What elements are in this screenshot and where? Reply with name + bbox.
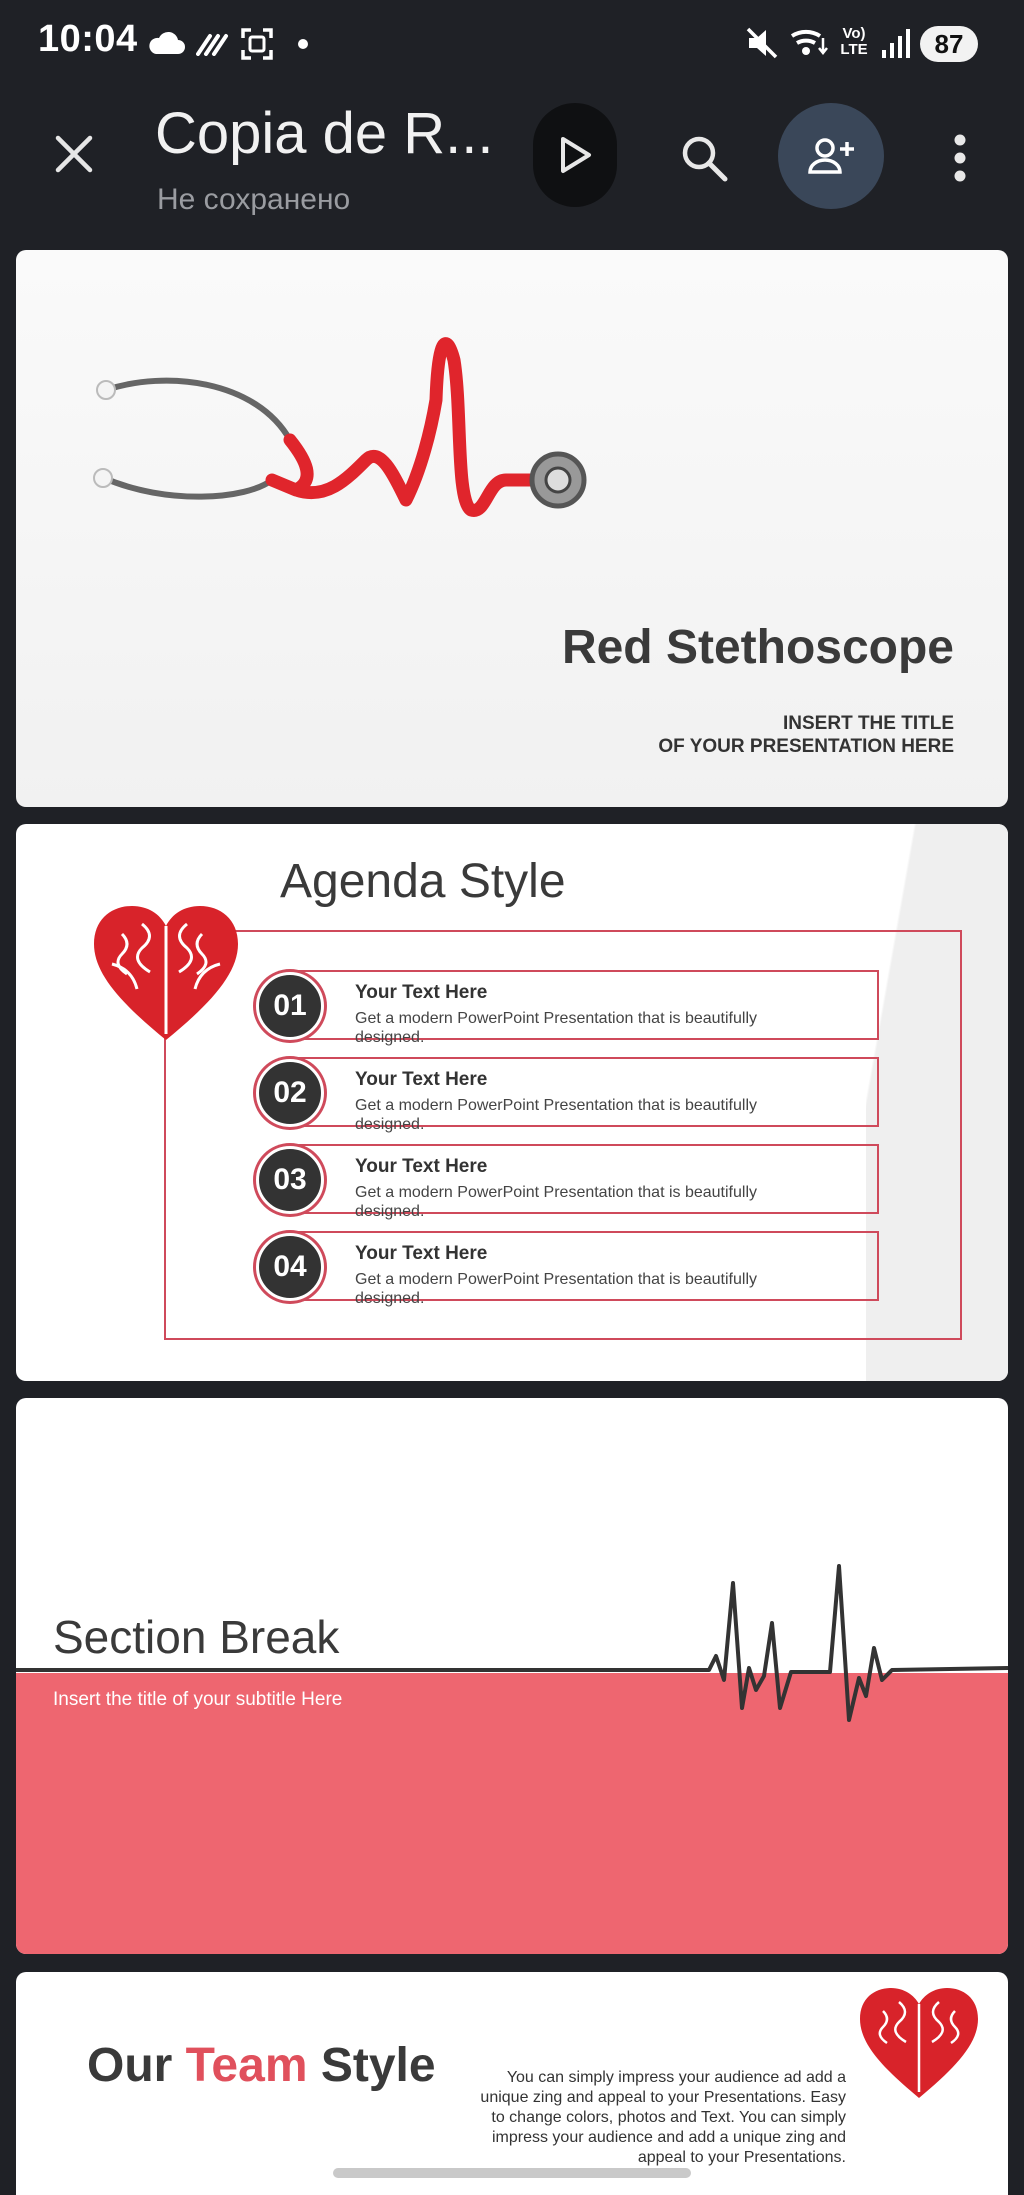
- battery-level: 87: [920, 26, 978, 62]
- heartbeat-line-icon: [16, 1548, 1008, 1738]
- brain-heart-icon: [92, 904, 240, 1042]
- wifi-icon: [790, 24, 830, 60]
- agenda-item-3-heading: Your Text Here: [355, 1156, 488, 1177]
- agenda-item-2-heading: Your Text Here: [355, 1069, 488, 1090]
- agenda-item-3-body: Get a modern PowerPoint Presentation that is beautifully designed.: [355, 1184, 757, 1220]
- slide-1-thumbnail[interactable]: [16, 250, 1008, 807]
- slide-4-title-accent: Team: [185, 2039, 308, 2092]
- search-icon: [679, 133, 729, 183]
- agenda-item-2-number: 02: [256, 1059, 324, 1127]
- slide-2-title: Agenda Style: [280, 855, 566, 908]
- slide-4-body: You can simply impress your audience ad add a unique zing and appeal to your Presentations. Easy to change colors, photos and Text. You can simply impress your audience and add a unique zing and appeal to your Presentations.: [480, 2069, 846, 2166]
- slide-1-title: Red Stethoscope: [561, 621, 954, 674]
- slide-3-thumbnail[interactable]: [16, 1398, 1008, 1954]
- play-icon: [558, 136, 592, 174]
- close-button[interactable]: [44, 124, 104, 184]
- home-indicator[interactable]: [333, 2168, 691, 2178]
- slide-1-subtitle-line-1: INSERT THE TITLE: [783, 713, 954, 734]
- slide-4-thumbnail[interactable]: [16, 1972, 1008, 2195]
- more-options-button[interactable]: [940, 126, 980, 190]
- slide-3-title: Section Break: [53, 1611, 340, 1663]
- network-type: Vo) LTE: [840, 25, 868, 58]
- notification-dot-icon: [298, 39, 308, 49]
- cell-signal-icon: [880, 26, 912, 60]
- status-bar: [0, 0, 1024, 90]
- cloud-icon: [148, 30, 186, 56]
- agenda-item-3-number: 03: [256, 1146, 324, 1214]
- screenshot-icon: [240, 27, 274, 61]
- mute-icon: [745, 26, 779, 60]
- search-button[interactable]: [672, 126, 736, 190]
- slide-1-subtitle-line-2: OF YOUR PRESENTATION HERE: [658, 736, 954, 757]
- more-vert-icon: [953, 133, 967, 183]
- slide-4-title-part-3: Style: [307, 2039, 436, 2092]
- close-icon: [54, 134, 94, 174]
- agenda-item-4-heading: Your Text Here: [355, 1243, 488, 1264]
- present-button[interactable]: [533, 103, 617, 207]
- add-person-icon: [807, 136, 855, 176]
- agenda-item-4-number: 04: [256, 1233, 324, 1301]
- agenda-item-1-number: 01: [256, 972, 324, 1040]
- agenda-item-4-body: Get a modern PowerPoint Presentation that is beautifully designed.: [355, 1271, 757, 1307]
- document-title[interactable]: Copia de R...: [155, 101, 494, 166]
- agenda-item-1-body: Get a modern PowerPoint Presentation that is beautifully designed.: [355, 1010, 757, 1046]
- slide-4-title: [87, 2038, 436, 2093]
- share-button[interactable]: [778, 103, 884, 209]
- slide-4-title-part-1: Our: [87, 2039, 186, 2092]
- slide-3-subtitle: Insert the title of your subtitle Here: [53, 1689, 343, 1710]
- signal-slash-icon: [196, 32, 230, 56]
- save-status: Не сохранено: [157, 183, 351, 216]
- slide-2-thumbnail[interactable]: [16, 824, 1008, 1381]
- status-time: 10:04: [38, 18, 138, 60]
- agenda-item-2-body: Get a modern PowerPoint Presentation that is beautifully designed.: [355, 1097, 757, 1133]
- agenda-item-1-heading: Your Text Here: [355, 982, 488, 1003]
- stethoscope-image: [76, 330, 716, 550]
- brain-heart-icon: [858, 1986, 980, 2100]
